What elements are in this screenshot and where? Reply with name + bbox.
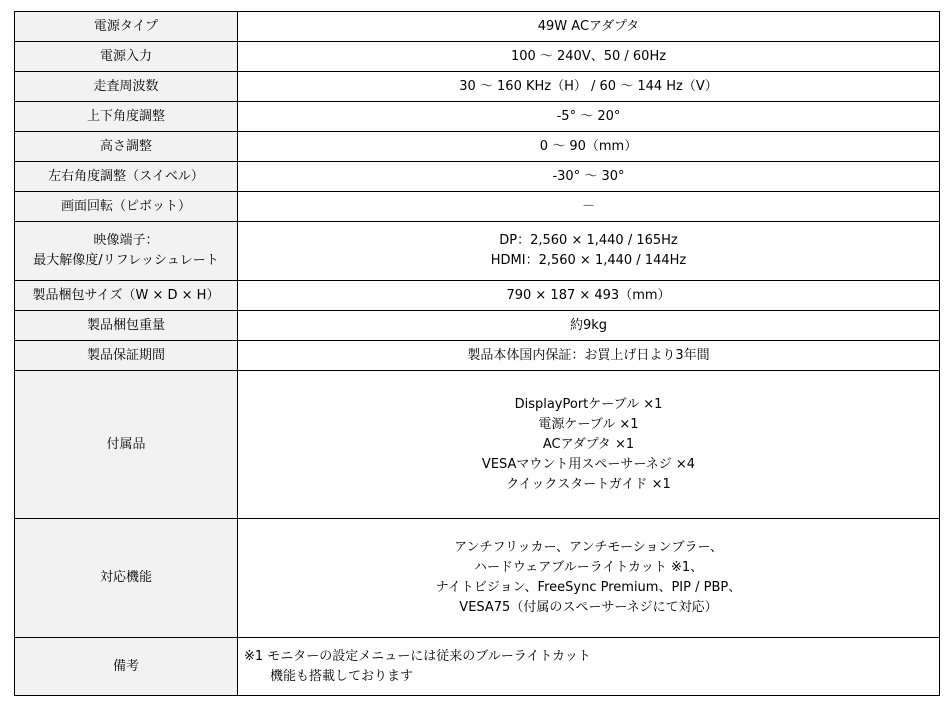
row-label: 付属品: [15, 371, 238, 519]
row-value: [238, 638, 940, 696]
row-label: 電源タイプ: [15, 12, 238, 42]
value-line: クイックスタートガイド ×1: [506, 476, 671, 492]
value-line: DisplayPortケーブル ×1: [514, 396, 663, 412]
table-row: [15, 638, 940, 696]
row-label: 高さ調整: [15, 132, 238, 162]
row-label: 備考: [15, 638, 238, 696]
value-line: －: [581, 198, 595, 214]
table-row: [15, 72, 940, 102]
value-line: 約9kg: [569, 317, 608, 333]
row-value: [238, 341, 940, 371]
table-row: [15, 12, 940, 42]
table-row: [15, 311, 940, 341]
row-value: [238, 371, 940, 519]
row-label: 上下角度調整: [15, 102, 238, 132]
row-label: 製品梱包重量: [15, 311, 238, 341]
value-line: HDMI：2,560 × 1,440 / 144Hz: [490, 253, 687, 268]
value-line: DP：2,560 × 1,440 / 165Hz: [499, 233, 678, 248]
table-row: [15, 132, 940, 162]
table-row: [15, 162, 940, 192]
value-line: ハードウェアブルーライトカット ※1、: [473, 560, 704, 575]
table-row: [15, 281, 940, 311]
table-row: [15, 42, 940, 72]
row-value: [238, 222, 940, 281]
row-value: [238, 102, 940, 132]
value-line: 790 × 187 × 493（mm）: [506, 287, 671, 303]
value-line: 49W ACアダプタ: [537, 18, 640, 34]
value-line: 電源ケーブル ×1: [538, 416, 639, 432]
table-row: [15, 222, 940, 281]
value-line: -30° ～ 30°: [552, 168, 625, 184]
row-label: 左右角度調整（スイベル）: [15, 162, 238, 192]
label-line: 映像端子：: [93, 233, 159, 248]
value-line: VESAマウント用スペーサーネジ ×4: [481, 456, 696, 472]
row-label: [15, 222, 238, 281]
row-label: 製品保証期間: [15, 341, 238, 371]
table-row: [15, 102, 940, 132]
row-label: 対応機能: [15, 519, 238, 638]
row-label: 画面回転（ピボット）: [15, 192, 238, 222]
row-label: 製品梱包サイズ（W × D × H）: [15, 281, 238, 311]
value-line: VESA75（付属のスペーサーネジにて対応）: [459, 600, 718, 615]
note-line: 機能も搭載しております: [270, 668, 414, 684]
value-line: ACアダプタ ×1: [542, 436, 635, 452]
table-row: [15, 341, 940, 371]
row-value: [238, 192, 940, 222]
table-row: [15, 371, 940, 519]
value-line: ナイトビジョン、FreeSync Premium、PIP / PBP、: [435, 580, 742, 595]
value-line: アンチフリッカー、アンチモーションブラー、: [454, 540, 723, 555]
value-line: 100 ～ 240V、50 / 60Hz: [510, 48, 667, 64]
value-line: 0 ～ 90（mm）: [539, 138, 638, 154]
table-row: [15, 192, 940, 222]
row-label: 電源入力: [15, 42, 238, 72]
label-line: 最大解像度/リフレッシュレート: [33, 253, 219, 268]
value-line: 製品本体国内保証：お買上げ日より3年間: [467, 347, 710, 363]
row-value: [238, 72, 940, 102]
row-value: [238, 519, 940, 638]
value-line: -5° ～ 20°: [556, 108, 621, 124]
row-label: 走査周波数: [15, 72, 238, 102]
table-row: [15, 519, 940, 638]
row-value: [238, 311, 940, 341]
spec-table: [14, 11, 940, 696]
row-value: [238, 132, 940, 162]
row-value: [238, 281, 940, 311]
note-line: ※1 モニターの設定メニューには従来のブルーライトカット: [244, 648, 591, 664]
row-value: [238, 12, 940, 42]
value-line: 30 ～ 160 KHz（H） / 60 ～ 144 Hz（V）: [459, 78, 718, 94]
row-value: [238, 42, 940, 72]
row-value: [238, 162, 940, 192]
